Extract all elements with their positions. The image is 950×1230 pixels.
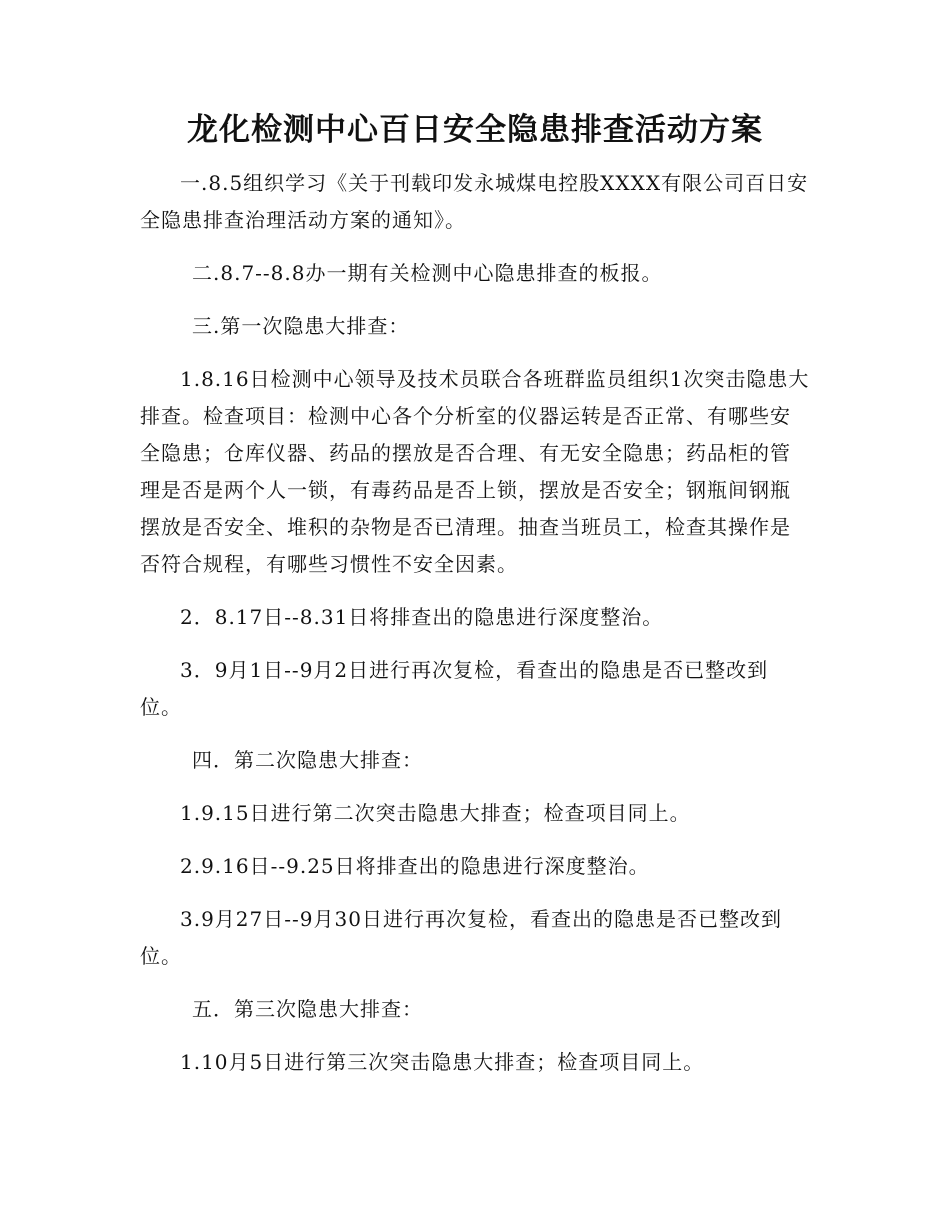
paragraph-12: 1.10月5日进行第三次突击隐患大排查；检查项目同上。 bbox=[180, 1050, 705, 1074]
paragraph-4: 1.8.16日检测中心领导及技术员联合各班群监员组织1次突击隐患大排查。检查项目：检测中心各个分析室的仪器运转是否正常、有哪些安全隐患；仓库仪器、药品的摆放是否合理、有无安全隐患；药品柜的管理是否是两个人一锁，有毒药品是否上锁，摆放是否安全；钢瓶间钢瓶摆放是否安全、堆积的杂物是否已清理。抽查当班员工，检查其操作是否符合规程，有哪些习惯性不安全因素。 bbox=[140, 367, 810, 576]
document-title: 龙化检测中心百日安全隐患排查活动方案 bbox=[187, 112, 763, 148]
paragraph-10: 3.9月27日--9月30日进行再次复检，看查出的隐患是否已整改到位。 bbox=[140, 907, 782, 968]
paragraph-2: 二.8.7--8.8办一期有关检测中心隐患排查的板报。 bbox=[192, 261, 663, 285]
document-body bbox=[140, 165, 810, 1097]
paragraph-5: 2．8.17日--8.31日将排查出的隐患进行深度整治。 bbox=[180, 605, 664, 629]
paragraph-8: 1.9.15日进行第二次突击隐患大排查；检查项目同上。 bbox=[180, 801, 691, 825]
paragraph-1: 一.8.5组织学习《关于刊载印发永城煤电控股XXXX有限公司百日安全隐患排查治理活动方案的通知》。 bbox=[140, 171, 809, 232]
section-heading-4: 四．第二次隐患大排查： bbox=[192, 748, 423, 772]
paragraph-9: 2.9.16日--9.25日将排查出的隐患进行深度整治。 bbox=[180, 854, 650, 878]
section-heading-5: 五．第三次隐患大排查： bbox=[192, 997, 423, 1021]
paragraph-6: 3．9月1日--9月2日进行再次复检，看查出的隐患是否已整改到位。 bbox=[140, 658, 769, 719]
section-heading-3: 三.第一次隐患大排查： bbox=[192, 314, 410, 338]
